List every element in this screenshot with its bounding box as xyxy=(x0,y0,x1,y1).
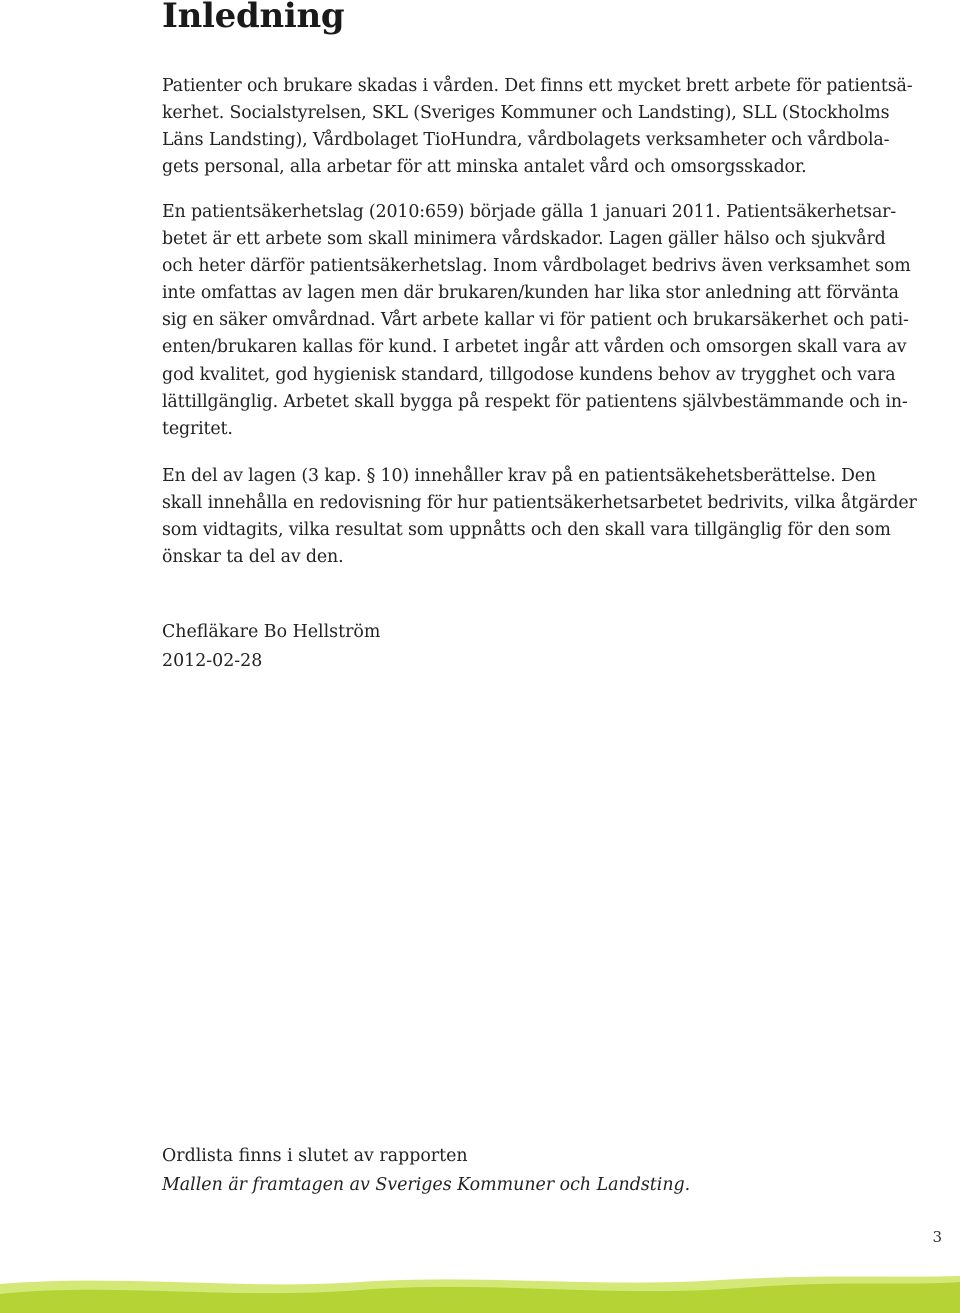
footer-green-wave xyxy=(0,1270,960,1313)
page-title: Inledning xyxy=(162,0,345,36)
paragraph-line: skall innehålla en redovisning för hur patientsäkerhetsarbetet bedrivits, vilka åtgärder xyxy=(162,493,917,514)
paragraph-line: enten/brukaren kallas för kund. I arbetet ingår att vården och omsorgen skall vara av xyxy=(162,337,907,358)
paragraph-line: god kvalitet, god hygienisk standard, tillgodose kundens behov av trygghet och vara xyxy=(162,364,896,385)
paragraph-report-requirement xyxy=(162,463,942,571)
paragraph-line: En patientsäkerhetslag (2010:659) började gälla 1 januari 2011. Patientsäkerhetsar- xyxy=(162,202,897,222)
paragraph-line: lättillgänglig. Arbetet skall bygga på respekt för patientens självbestämmande och in- xyxy=(162,391,908,412)
paragraph-line: som vidtagits, vilka resultat som uppnåtts och den skall vara tillgänglig för den som xyxy=(162,520,891,541)
signature-name: Chefläkare Bo Hellström xyxy=(162,622,381,642)
paragraph-line: kerhet. Socialstyrelsen, SKL (Sveriges Kommuner och Landsting), SLL (Stockholms xyxy=(162,103,890,124)
page-number: 3 xyxy=(932,1228,942,1246)
paragraph-intro xyxy=(162,73,942,181)
paragraph-law xyxy=(162,199,942,443)
paragraph-line: En del av lagen (3 kap. § 10) innehåller krav på en patientsäkehetsberättelse. Den xyxy=(162,466,876,486)
paragraph-line: och heter därför patientsäkerhetslag. Inom vårdbolaget bedrivs även verksamhet som xyxy=(162,256,911,277)
signature-date: 2012-02-28 xyxy=(162,651,263,671)
paragraph-line: sig en säker omvårdnad. Vårt arbete kallar vi för patient och brukarsäkerhet och pati- xyxy=(162,310,909,331)
paragraph-line: betet är ett arbete som skall minimera vårdskador. Lagen gäller hälso och sjukvård xyxy=(162,229,886,250)
paragraph-line: inte omfattas av lagen men där brukaren/kunden har lika stor anledning att förvänta xyxy=(162,283,899,304)
paragraph-line: Patienter och brukare skadas i vården. Det finns ett mycket brett arbete för patientsä- xyxy=(162,76,913,96)
paragraph-line: gets personal, alla arbetar för att minska antalet vård och omsorgsskador. xyxy=(162,157,807,178)
footer-note-template-credit: Mallen är framtagen av Sveriges Kommuner och Landsting. xyxy=(162,1175,691,1195)
paragraph-line: önskar ta del av den. xyxy=(162,547,344,568)
footer-note-glossary: Ordlista finns i slutet av rapporten xyxy=(162,1146,468,1166)
paragraph-line: tegritet. xyxy=(162,418,233,439)
paragraph-line: Läns Landsting), Vårdbolaget TioHundra, vårdbolagets verksamheter och vårdbola- xyxy=(162,130,890,151)
